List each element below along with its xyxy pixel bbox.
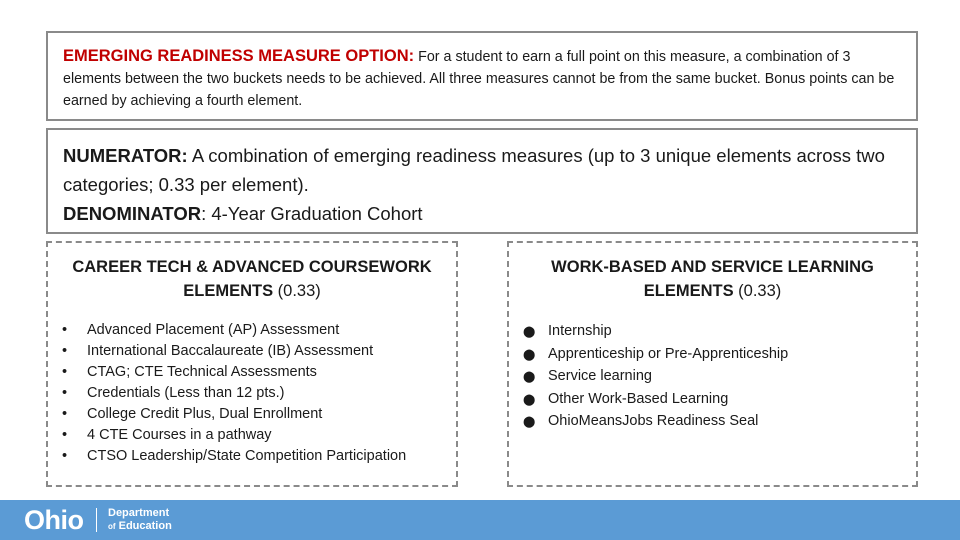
footer-bar [0, 500, 960, 540]
bullet-icon: • [62, 448, 68, 464]
option-box [46, 31, 918, 121]
bullet-icon: ⬤ [523, 326, 536, 338]
list-item-label: International Baccalaureate (IB) Assessment [87, 343, 374, 359]
list-item-label: Other Work-Based Learning [548, 390, 729, 407]
bucket-title-line2: ELEMENTS [643, 282, 734, 300]
list-item-label: Service learning [548, 368, 652, 385]
list-item [523, 388, 916, 411]
list-item-label: Apprenticeship or Pre-Apprenticeship [548, 345, 789, 362]
formula-box [46, 128, 918, 234]
list-item [523, 410, 916, 433]
work-based-list [523, 320, 916, 433]
bullet-icon: ⬤ [523, 371, 536, 384]
ohio-department-of-education-logo [24, 504, 172, 536]
denominator [63, 199, 902, 228]
list-item [523, 343, 916, 366]
bucket-weight: (0.33) [733, 282, 782, 300]
list-item [62, 341, 456, 362]
bullet-icon: ⬤ [523, 416, 536, 429]
numerator-text: A combination of emerging readiness measures (up to 3 unique elements across two categories; 0.33 per element). [63, 145, 885, 195]
list-item-label: 4 CTE Courses in a pathway [87, 427, 272, 443]
list-item [62, 362, 456, 383]
list-item [62, 320, 456, 341]
denominator-label: DENOMINATOR [63, 203, 202, 224]
list-item-label: CTAG; CTE Technical Assessments [87, 364, 317, 380]
bucket-weight: (0.33) [273, 282, 321, 300]
career-tech-list [62, 320, 456, 467]
list-item [62, 446, 456, 467]
list-item-label: CTSO Leadership/State Competition Participation [87, 448, 407, 464]
bucket-title-line1: CAREER TECH & ADVANCED COURSEWORK [72, 258, 432, 276]
bullet-icon: • [62, 385, 68, 401]
bullet-icon: • [62, 343, 68, 359]
denominator-text: : 4-Year Graduation Cohort [201, 203, 423, 224]
bullet-icon: ⬤ [523, 393, 536, 406]
list-item-label: OhioMeansJobs Readiness Seal [548, 413, 759, 430]
bullet-icon: • [62, 364, 68, 380]
list-item-label: Internship [548, 323, 612, 339]
bucket-title-line1: WORK-BASED AND SERVICE LEARNING [551, 258, 874, 276]
department-name [108, 507, 172, 533]
career-tech-bucket [46, 241, 458, 487]
ohio-logo-word: Ohio [24, 505, 84, 535]
bucket-title [509, 255, 916, 303]
department-line1: Department [108, 507, 170, 519]
option-label: EMERGING READINESS MEASURE OPTION: [63, 47, 415, 65]
list-item [523, 320, 916, 343]
list-item [62, 425, 456, 446]
bucket-title-line2: ELEMENTS [183, 282, 274, 300]
list-item [523, 365, 916, 388]
list-item-label: Credentials (Less than 12 pts.) [87, 385, 285, 401]
bucket-title [48, 255, 456, 303]
department-line2-prefix: of [108, 522, 116, 531]
list-item [62, 404, 456, 425]
list-item [62, 383, 456, 404]
numerator [63, 141, 902, 199]
numerator-label: NUMERATOR: [63, 145, 188, 166]
bullet-icon: • [62, 406, 68, 422]
logo-divider [96, 508, 98, 532]
bullet-icon: • [62, 322, 68, 338]
option-text: For a student to earn a full point on this measure, a combination of 3 elements between the two buckets needs to be achieved. All three measures cannot be from the same bucket. Bonus points can be earned by achieving a fourth element. [63, 49, 895, 109]
bullet-icon: • [62, 427, 68, 443]
work-based-bucket [507, 241, 918, 487]
list-item-label: College Credit Plus, Dual Enrollment [87, 406, 323, 422]
bullet-icon: ⬤ [523, 348, 536, 361]
department-line2: Education [115, 520, 172, 532]
list-item-label: Advanced Placement (AP) Assessment [87, 322, 340, 338]
